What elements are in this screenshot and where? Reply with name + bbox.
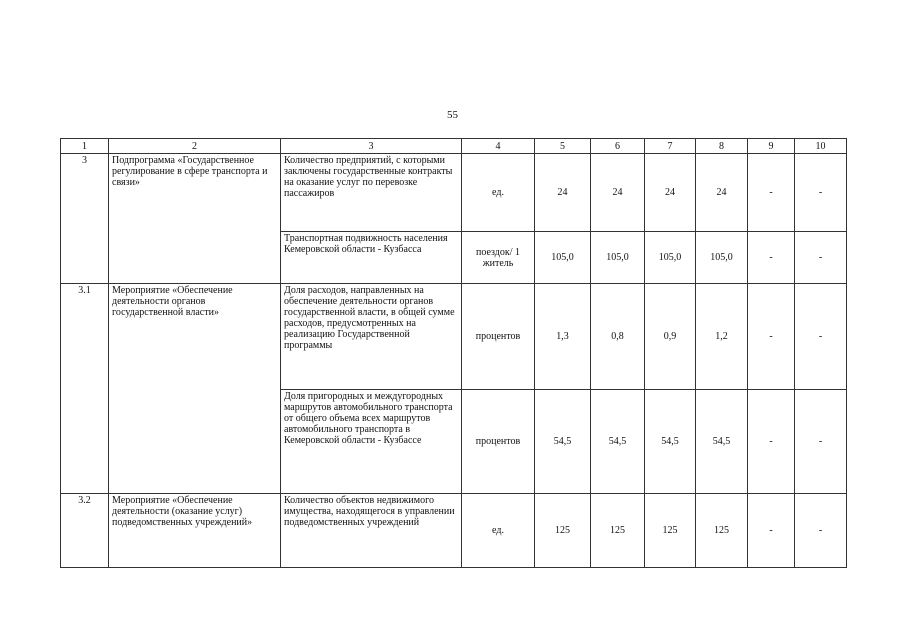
value-cell: 24 — [645, 154, 696, 232]
value-cell: 125 — [591, 494, 645, 568]
header-cell: 3 — [281, 139, 462, 154]
value-cell: 24 — [696, 154, 748, 232]
value-cell: 125 — [645, 494, 696, 568]
indicator-name: Доля расходов, направленных на обеспечение деятельности органов государственной власти, в общей сумме расходов, предусмотренных на реализацию Государственной программы — [281, 284, 462, 390]
value-cell: 54,5 — [535, 390, 591, 494]
value-cell: - — [795, 232, 847, 284]
header-cell: 10 — [795, 139, 847, 154]
row-number: 3.1 — [61, 284, 109, 494]
activity-name: Подпрограмма «Государственное регулирование в сфере транспорта и связи» — [109, 154, 281, 284]
unit: ед. — [462, 494, 535, 568]
header-cell: 1 — [61, 139, 109, 154]
value-cell: 54,5 — [696, 390, 748, 494]
value-cell: 105,0 — [591, 232, 645, 284]
indicator-name: Доля пригородных и междугородных маршрутов автомобильного транспорта от общего объема всех маршрутов автомобильного транспорта в Кемеровской области - Кузбассе — [281, 390, 462, 494]
value-cell: - — [795, 154, 847, 232]
header-cell: 9 — [748, 139, 795, 154]
header-row — [61, 139, 847, 154]
value-cell: 54,5 — [645, 390, 696, 494]
value-cell: 105,0 — [645, 232, 696, 284]
row-number: 3 — [61, 154, 109, 284]
value-cell: 0,9 — [645, 284, 696, 390]
value-cell: 1,3 — [535, 284, 591, 390]
indicators-table — [60, 138, 847, 568]
value-cell: 105,0 — [535, 232, 591, 284]
value-cell: 54,5 — [591, 390, 645, 494]
header-cell: 4 — [462, 139, 535, 154]
table-row — [61, 494, 847, 568]
value-cell: 1,2 — [696, 284, 748, 390]
indicator-name: Количество объектов недвижимого имущества, находящегося в управлении подведомственных учреждений — [281, 494, 462, 568]
unit: процентов — [462, 390, 535, 494]
header-cell: 5 — [535, 139, 591, 154]
value-cell: 0,8 — [591, 284, 645, 390]
value-cell: 105,0 — [696, 232, 748, 284]
value-cell: - — [795, 390, 847, 494]
row-number: 3.2 — [61, 494, 109, 568]
page-number: 55 — [447, 109, 458, 121]
header-cell: 8 — [696, 139, 748, 154]
value-cell: 24 — [535, 154, 591, 232]
header-cell: 6 — [591, 139, 645, 154]
header-cell: 2 — [109, 139, 281, 154]
activity-name: Мероприятие «Обеспечение деятельности (оказание услуг) подведомственных учреждений» — [109, 494, 281, 568]
value-cell: - — [795, 284, 847, 390]
value-cell: - — [795, 494, 847, 568]
header-cell: 7 — [645, 139, 696, 154]
activity-name: Мероприятие «Обеспечение деятельности органов государственной власти» — [109, 284, 281, 494]
indicator-name: Транспортная подвижность населения Кемеровской области - Кузбасса — [281, 232, 462, 284]
unit: ед. — [462, 154, 535, 232]
value-cell: 24 — [591, 154, 645, 232]
value-cell: - — [748, 494, 795, 568]
unit: поездок/ 1 житель — [462, 232, 535, 284]
value-cell: - — [748, 232, 795, 284]
value-cell: 125 — [535, 494, 591, 568]
table-row — [61, 154, 847, 232]
unit: процентов — [462, 284, 535, 390]
table-row — [61, 284, 847, 390]
value-cell: 125 — [696, 494, 748, 568]
value-cell: - — [748, 390, 795, 494]
indicator-name: Количество предприятий, с которыми заключены государственные контракты на оказание услуг по перевозке пассажиров — [281, 154, 462, 232]
value-cell: - — [748, 284, 795, 390]
value-cell: - — [748, 154, 795, 232]
